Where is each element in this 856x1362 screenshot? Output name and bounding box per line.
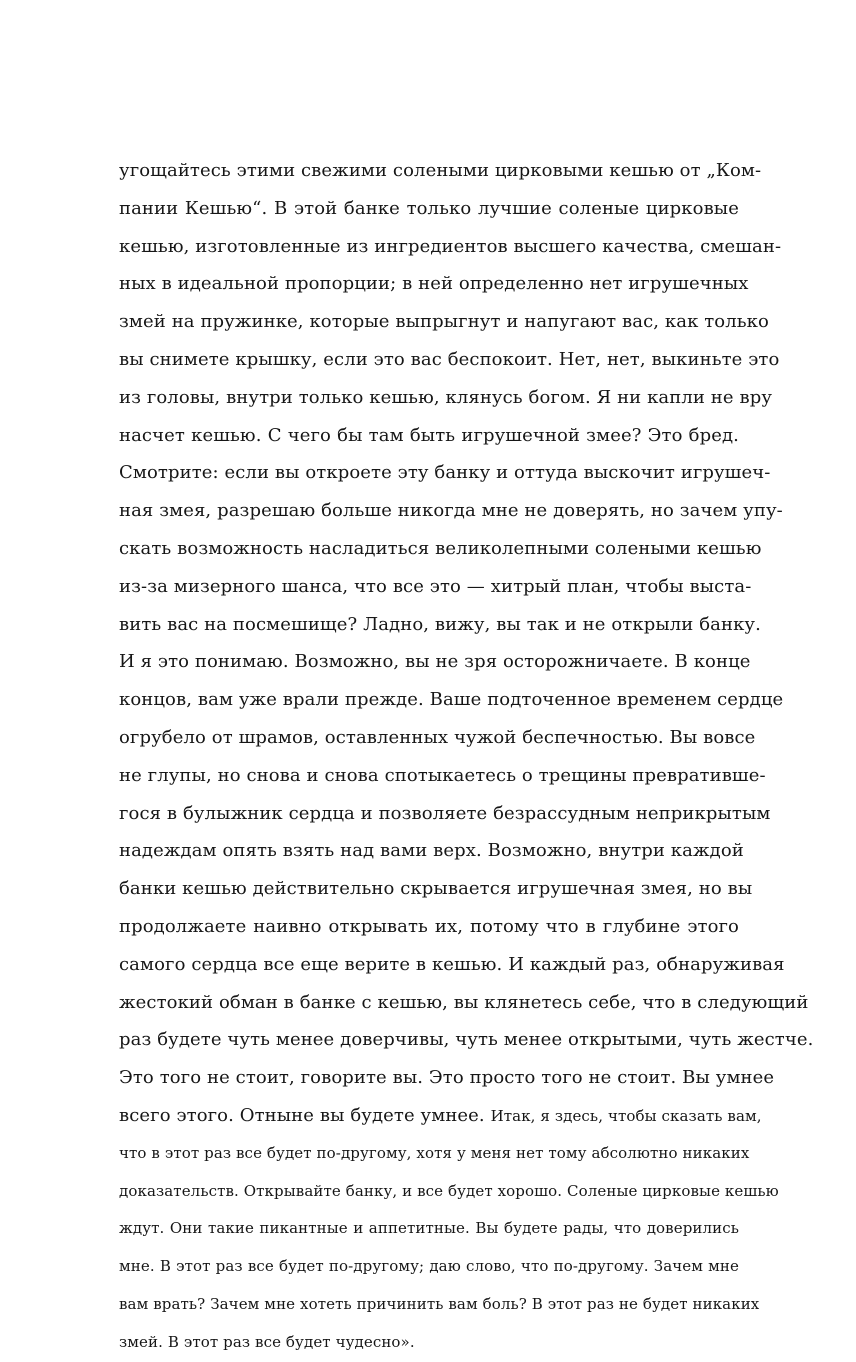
text-line: из-за мизерного шанса, что все это — хитрый план, чтобы выста- (119, 575, 752, 597)
text-line: насчет кешью. С чего бы там быть игрушечной змее? Это бред. (119, 424, 739, 446)
text-line: вить вас на посмешище? Ладно, вижу, вы так и не открыли банку. (119, 613, 761, 635)
text-line: самого сердца все еще верите в кешью. И каждый раз, обнаруживая (119, 953, 785, 975)
text-line: надеждам опять взять над вами верх. Возможно, внутри каждой (119, 840, 744, 862)
text-line: банки кешью действительно скрывается игрушечная змея, но вы (119, 878, 753, 900)
body-text (119, 152, 814, 1362)
text-line: жестокий обман в банке с кешью, вы клянетесь себе, что в следующий (119, 991, 809, 1013)
text-line: гося в булыжник сердца и позволяете безрассудным неприкрытым (119, 802, 771, 824)
small-text-line: доказательств. Открывайте банку, и все будет хорошо. Соленые цирковые кешью (119, 1181, 779, 1200)
text-line: продолжаете наивно открывать их, потому что в глубине этого (119, 915, 739, 937)
small-text-line: вам врать? Зачем мне хотеть причинить вам боль? В этот раз не будет никаких (119, 1294, 760, 1313)
text-line: змей на пружинке, которые выпрыгнут и напугают вас, как только (119, 311, 769, 333)
small-text-line: что в этот раз все будет по-другому, хотя у меня нет тому абсолютно никаких (119, 1143, 750, 1162)
text-line: не глупы, но снова и снова спотыкаетесь о трещины превративше- (119, 764, 766, 786)
text-line: Смотрите: если вы откроете эту банку и оттуда выскочит игрушеч- (119, 462, 771, 484)
small-text-segment: Итак, я здесь, чтобы сказать вам, (490, 1106, 762, 1125)
text-line: ная змея, разрешаю больше никогда мне не доверять, но зачем упу- (119, 500, 783, 522)
text-line: И я это понимаю. Возможно, вы не зря осторожничаете. В конце (119, 651, 751, 673)
text-line: вы снимете крышку, если это вас беспокоит. Нет, нет, выкиньте это (119, 348, 780, 370)
small-text-line: мне. В этот раз все будет по-другому; даю слово, что по-другому. Зачем мне (119, 1257, 739, 1276)
text-line: из головы, внутри только кешью, клянусь богом. Я ни капли не вру (119, 386, 773, 408)
large-text-segment: всего этого. Отныне вы будете умнее. (119, 1104, 485, 1126)
text-line: кешью, изготовленные из ингредиентов высшего качества, смешан- (119, 235, 782, 257)
mixed-size-line (119, 1097, 762, 1135)
text-line: Это того не стоит, говорите вы. Это просто того не стоит. Вы умнее (119, 1067, 775, 1089)
text-line: скать возможность насладиться великолепными солеными кешью (119, 537, 762, 559)
text-line: угощайтесь этими свежими солеными цирковыми кешью от „Ком- (119, 160, 762, 181)
text-line: концов, вам уже врали прежде. Ваше подточенное временем сердце (119, 689, 784, 711)
text-line: огрубело от шрамов, оставленных чужой беспечностью. Вы вовсе (119, 726, 756, 748)
small-text-line: змей. В этот раз все будет чудесно». (119, 1332, 415, 1351)
text-line: раз будете чуть менее доверчивы, чуть менее открытыми, чуть жестче. (119, 1029, 814, 1051)
small-text-line: ждут. Они такие пикантные и аппетитные. Вы будете рады, что доверились (119, 1219, 739, 1238)
text-line: ных в идеальной пропорции; в ней определенно нет игрушечных (119, 273, 749, 295)
text-line: пании Кешью“. В этой банке только лучшие соленые цирковые (119, 197, 739, 219)
